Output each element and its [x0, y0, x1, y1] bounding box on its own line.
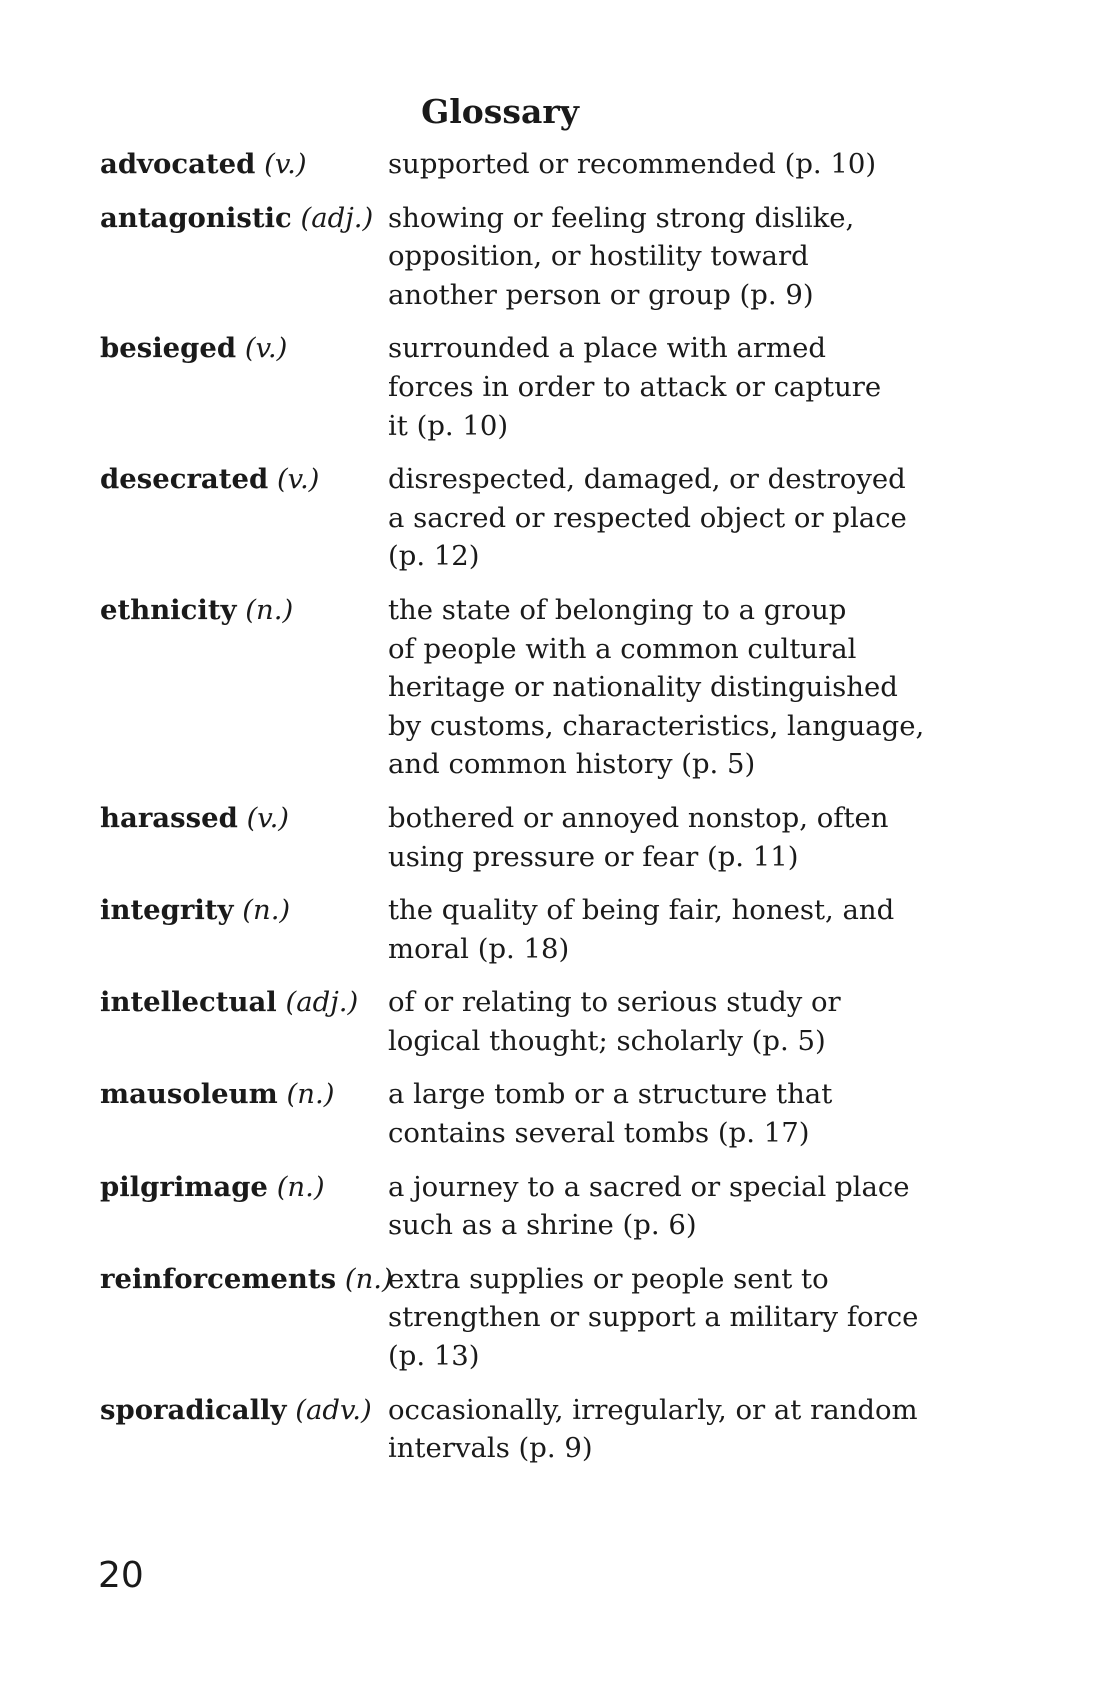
definition-line: such as a shrine (p. 6): [388, 1209, 697, 1242]
term-word: integrity: [100, 894, 234, 927]
part-of-speech: (n.): [242, 894, 291, 927]
entry-term: [100, 1391, 388, 1430]
term-word: besieged: [100, 332, 237, 365]
definition-line: a journey to a sacred or special place: [388, 1170, 910, 1203]
glossary-entry: [100, 1075, 980, 1152]
definition-line: the quality of being fair, honest, and: [388, 894, 895, 927]
part-of-speech: (v.): [244, 332, 288, 365]
glossary-entry: [100, 1260, 980, 1376]
glossary-entry: [100, 891, 980, 968]
entry-term: [100, 983, 388, 1022]
entry-term: [100, 591, 388, 630]
glossary-entry: [100, 1168, 980, 1245]
page-title: Glossary: [421, 92, 579, 131]
part-of-speech: (adj.): [300, 201, 374, 234]
term-word: advocated: [100, 148, 256, 180]
definition-line: the state of belonging to a group: [388, 593, 847, 626]
definition-line: occasionally, irregularly, or at random: [388, 1393, 918, 1426]
definition-line: supported or recommended (p. 10): [388, 148, 877, 180]
entry-definition: [388, 1260, 919, 1376]
definition-line: using pressure or fear (p. 11): [388, 840, 799, 873]
term-word: intellectual: [100, 986, 277, 1019]
definition-line: a sacred or respected object or place: [388, 501, 907, 534]
term-word: mausoleum: [100, 1078, 278, 1111]
entry-definition: [388, 329, 908, 445]
definition-line: showing or feeling strong dislike,: [388, 201, 855, 234]
definition-line: another person or group (p. 9): [388, 278, 814, 311]
glossary-list: [100, 145, 980, 1483]
definition-line: (p. 12): [388, 540, 480, 573]
entry-term: [100, 799, 388, 838]
entry-definition: [388, 591, 925, 784]
entry-term: [100, 460, 388, 499]
glossary-entry: [100, 1391, 980, 1468]
entry-definition: [388, 460, 908, 576]
part-of-speech: (n.): [245, 593, 294, 626]
entry-definition: [388, 799, 908, 876]
term-word: desecrated: [100, 463, 269, 496]
entry-term: [100, 1075, 388, 1114]
definition-line: contains several tombs (p. 17): [388, 1117, 810, 1150]
part-of-speech: (v.): [264, 148, 307, 180]
entry-term: [100, 891, 388, 930]
definition-line: disrespected, damaged, or destroyed: [388, 463, 906, 496]
entry-term: [100, 145, 388, 184]
part-of-speech: (n.): [276, 1170, 325, 1203]
definition-line: logical thought; scholarly (p. 5): [388, 1024, 826, 1057]
glossary-entry: [100, 460, 980, 576]
entry-definition: [388, 145, 908, 184]
entry-definition: [388, 199, 908, 315]
definition-line: (p. 13): [388, 1340, 480, 1373]
term-word: antagonistic: [100, 201, 292, 234]
definition-line: of or relating to serious study or: [388, 986, 841, 1019]
glossary-entry: [100, 591, 980, 784]
entry-term: [100, 199, 388, 238]
entry-definition: [388, 1391, 918, 1468]
entry-definition: [388, 891, 908, 968]
entry-definition: [388, 1075, 908, 1152]
glossary-entry: [100, 199, 980, 315]
definition-line: of people with a common cultural: [388, 632, 857, 665]
part-of-speech: (n.): [286, 1078, 335, 1111]
entry-term: [100, 1260, 393, 1299]
entry-definition: [388, 1168, 908, 1245]
entry-term: [100, 1168, 388, 1207]
definition-line: heritage or nationality distinguished: [388, 671, 898, 704]
definition-line: a large tomb or a structure that: [388, 1078, 833, 1111]
definition-line: surrounded a place with armed: [388, 332, 826, 365]
definition-line: forces in order to attack or capture: [388, 370, 882, 403]
part-of-speech: (n.): [344, 1262, 393, 1295]
part-of-speech: (v.): [276, 463, 320, 496]
definition-line: strengthen or support a military force: [388, 1301, 919, 1334]
part-of-speech: (adv.): [295, 1393, 372, 1426]
term-word: ethnicity: [100, 593, 237, 626]
term-word: sporadically: [100, 1393, 287, 1426]
term-word: reinforcements: [100, 1262, 337, 1295]
glossary-entry: [100, 329, 980, 445]
definition-line: bothered or annoyed nonstop, often: [388, 801, 889, 834]
term-word: harassed: [100, 801, 238, 834]
glossary-entry: [100, 983, 980, 1060]
definition-line: moral (p. 18): [388, 932, 570, 965]
definition-line: it (p. 10): [388, 409, 509, 442]
definition-line: intervals (p. 9): [388, 1432, 593, 1465]
glossary-entry: [100, 145, 980, 184]
definition-line: by customs, characteristics, language,: [388, 709, 925, 742]
definition-line: and common history (p. 5): [388, 748, 756, 781]
entry-term: [100, 329, 388, 368]
part-of-speech: (adj.): [285, 986, 359, 1019]
part-of-speech: (v.): [246, 801, 290, 834]
definition-line: opposition, or hostility toward: [388, 240, 809, 273]
glossary-entry: [100, 799, 980, 876]
entry-definition: [388, 983, 908, 1060]
definition-line: extra supplies or people sent to: [388, 1262, 829, 1295]
term-word: pilgrimage: [100, 1170, 268, 1203]
page-number: 20: [98, 1555, 144, 1596]
